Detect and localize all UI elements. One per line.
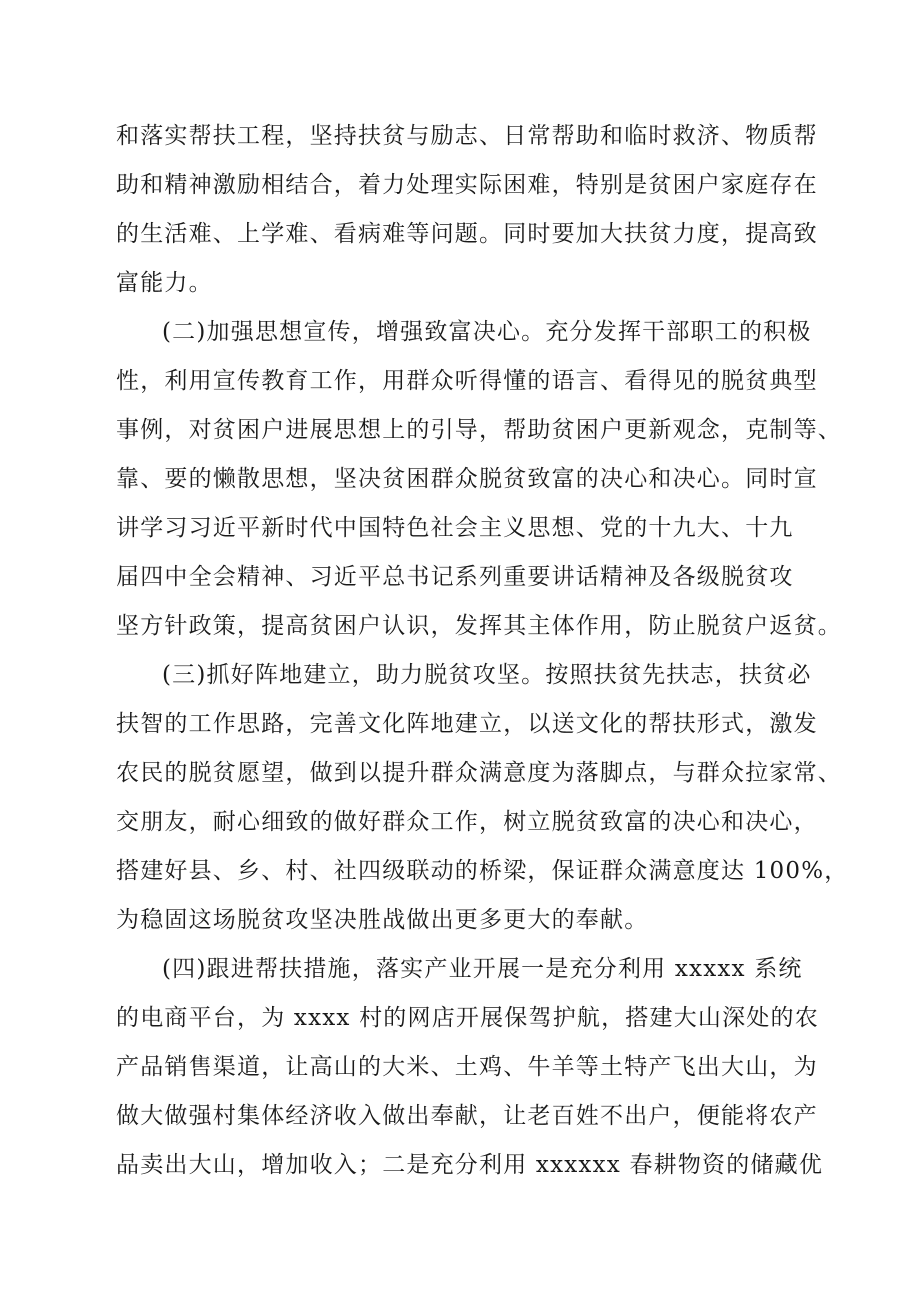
paragraph-2-line-6: 届四中全会精神、习近平总书记系列重要讲话精神及各级脱贫攻: [116, 564, 794, 590]
paragraph-4-line-2: 的电商平台，为 xxxx 村的网店开展保驾护航，搭建大山深处的农: [116, 1005, 819, 1031]
paragraph-3-line-4: 交朋友，耐心细致的做好群众工作，树立脱贫致富的决心和决心，: [116, 809, 818, 835]
paragraph-4-line-5: 品卖出大山，增加收入；二是充分利用 xxxxxx 春耕物资的储藏优: [116, 1152, 824, 1178]
paragraph-3-line-1: (三)抓好阵地建立，助力脱贫攻坚。按照扶贫先扶志，扶贫必: [162, 662, 812, 688]
paragraph-4-line-4: 做大做强村集体经济收入做出奉献，让老百姓不出户，便能将农产: [116, 1103, 818, 1129]
paragraph-2-line-2: 性，利用宣传教育工作，用群众听得懂的语言、看得见的脱贫典型: [116, 368, 818, 394]
paragraph-3-line-6: 为稳固这场脱贫攻坚决胜战做出更多更大的奉献。: [116, 907, 649, 933]
paragraph-4-line-1: (四)跟进帮扶措施，落实产业开展一是充分利用 xxxxx 系统: [162, 956, 803, 982]
paragraph-2-line-4: 靠、要的懒散思想，坚决贫困群众脱贫致富的决心和决心。同时宣: [116, 466, 818, 492]
paragraph-1-line-2: 助和精神激励相结合，着力处理实际困难，特别是贫困户家庭存在: [116, 172, 818, 198]
paragraph-3-line-2: 扶智的工作思路，完善文化阵地建立，以送文化的帮扶形式，激发: [116, 711, 818, 737]
paragraph-1-line-1: 和落实帮扶工程，坚持扶贫与励志、日常帮助和临时救济、物质帮: [116, 123, 818, 149]
paragraph-3-line-5: 搭建好县、乡、村、社四级联动的桥梁，保证群众满意度达 100%，: [116, 858, 849, 884]
paragraph-2-line-1: (二)加强思想宣传，增强致富决心。充分发挥干部职工的积极: [162, 319, 812, 345]
paragraph-2-line-7: 坚方针政策，提高贫困户认识，发挥其主体作用，防止脱贫户返贫。: [116, 613, 842, 639]
paragraph-4-line-3: 产品销售渠道，让高山的大米、土鸡、牛羊等土特产飞出大山，为: [116, 1054, 818, 1080]
paragraph-3-line-3: 农民的脱贫愿望，做到以提升群众满意度为落脚点，与群众拉家常、: [116, 760, 842, 786]
paragraph-2-line-5: 讲学习习近平新时代中国特色社会主义思想、党的十九大、十九: [116, 515, 794, 541]
paragraph-2-line-3: 事例，对贫困户进展思想上的引导，帮助贫困户更新观念，克制等、: [116, 417, 842, 443]
paragraph-1-line-4: 富能力。: [116, 270, 213, 296]
paragraph-1-line-3: 的生活难、上学难、看病难等问题。同时要加大扶贫力度，提高致: [116, 221, 818, 247]
